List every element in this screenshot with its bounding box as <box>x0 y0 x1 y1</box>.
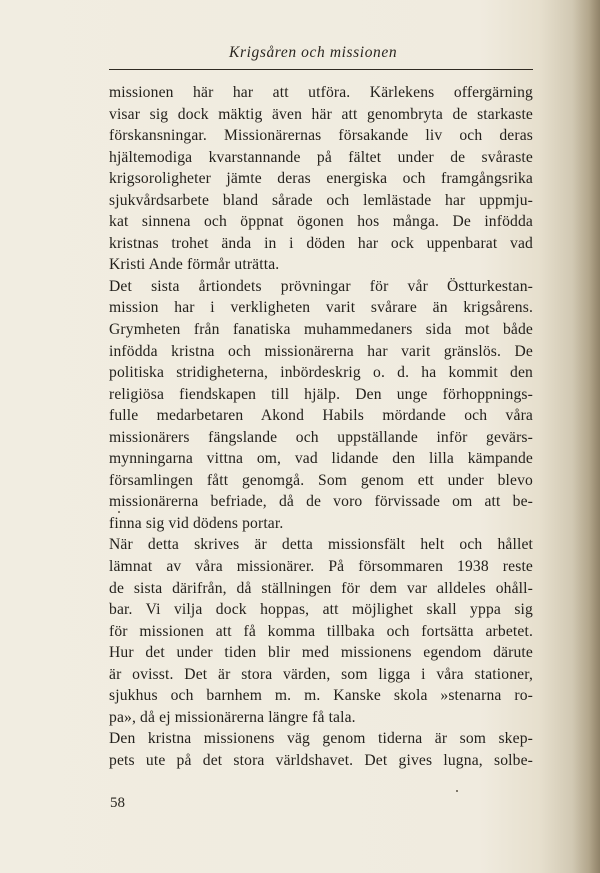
text-line: kristnas trohet ända in i döden har ock uppenbarat vad <box>109 234 533 252</box>
page-number: 58 <box>110 795 125 811</box>
text-line: pets ute på det stora världshavet. Det gives lugna, solbe- <box>109 751 533 769</box>
text-line: sjukhus och barnhem m. m. Kanske skola »stenarna ro- <box>109 687 533 705</box>
text-line: de sista därifrån, då ställningen för dem var alldeles ohåll- <box>109 579 533 597</box>
paragraph-2 <box>109 276 533 535</box>
paragraph-3 <box>109 534 533 728</box>
text-line: religiösa fiendskapen till hjälp. Den unge förhoppnings- <box>109 385 533 403</box>
text-line: är ovisst. Det är stora värden, som ligga i våra stationer, <box>109 665 533 683</box>
text-line: Det sista årtiondets prövningar för vår Östturkestan- <box>109 277 533 295</box>
text-line: förskansningar. Missionärernas försakande liv och deras <box>109 127 533 145</box>
text-line: missionärers fängslande och uppställande inför gevärs- <box>109 428 533 446</box>
text-line: politiska stridigheterna, inbördeskrig o. d. ha kommit den <box>109 364 533 382</box>
text-line: missionen här har att utföra. Kärlekens offergärning <box>109 84 533 101</box>
header-rule <box>109 69 533 70</box>
paragraph-1 <box>109 82 533 276</box>
text-line: Hur det under tiden blir med missionens egendom därute <box>109 644 533 662</box>
text-line: hjältemodiga kvarstannande på fältet under de svåraste <box>109 148 533 166</box>
text-line: infödda kristna och missionärerna har varit gränslös. De <box>109 342 533 360</box>
text-line: mission har i verkligheten varit svårare än krigsårens. <box>109 299 533 317</box>
paragraph-4 <box>109 728 533 771</box>
text-line: Den kristna missionens väg genom tiderna är som skep- <box>109 730 533 748</box>
text-line: Kristi Ande förmår uträtta. <box>109 256 280 274</box>
running-head: Krigsåren och missionen <box>229 44 398 61</box>
text-line: lämnat av våra missionärer. På försommaren 1938 reste <box>109 558 533 576</box>
text-line: visar sig dock mäktig även här att genombryta de starkaste <box>109 105 533 123</box>
text-line: församlingen fått genomgå. Som genom ett under blevo <box>109 471 533 489</box>
text-line: bar. Vi vilja dock hoppas, att möjlighet skall yppa sig <box>109 601 533 619</box>
text-line: krigsoroligheter jämte deras energiska och framgångsrika <box>109 170 533 188</box>
text-line: pa», då ej missionärerna längre få tala. <box>109 708 356 726</box>
text-line: När detta skrives är detta missionsfält helt och hållet <box>109 536 533 554</box>
text-line: för missionen att få komma tillbaka och fortsätta arbetet. <box>109 622 533 640</box>
page-edge-shadow <box>572 0 600 873</box>
body-text <box>109 82 533 772</box>
paper-speck <box>118 511 120 513</box>
text-line: kat sinnena och öppnat ögonen hos många. De infödda <box>109 213 533 231</box>
text-line: mynningarna vittna om, vad lidande den lilla kämpande <box>109 450 533 468</box>
text-line: missionärerna befriade, då de voro förvissade om att be- <box>109 493 533 511</box>
text-line: finna sig vid dödens portar. <box>109 514 284 532</box>
text-line: fulle medarbetaren Akond Habils mördande och våra <box>109 407 533 425</box>
text-line: Grymheten från fanatiska muhammedaners sida mot både <box>109 321 533 339</box>
text-line: sjukvårdsarbete bland sårade och lemlästade har uppmju- <box>109 191 533 209</box>
paper-speck <box>456 790 458 792</box>
